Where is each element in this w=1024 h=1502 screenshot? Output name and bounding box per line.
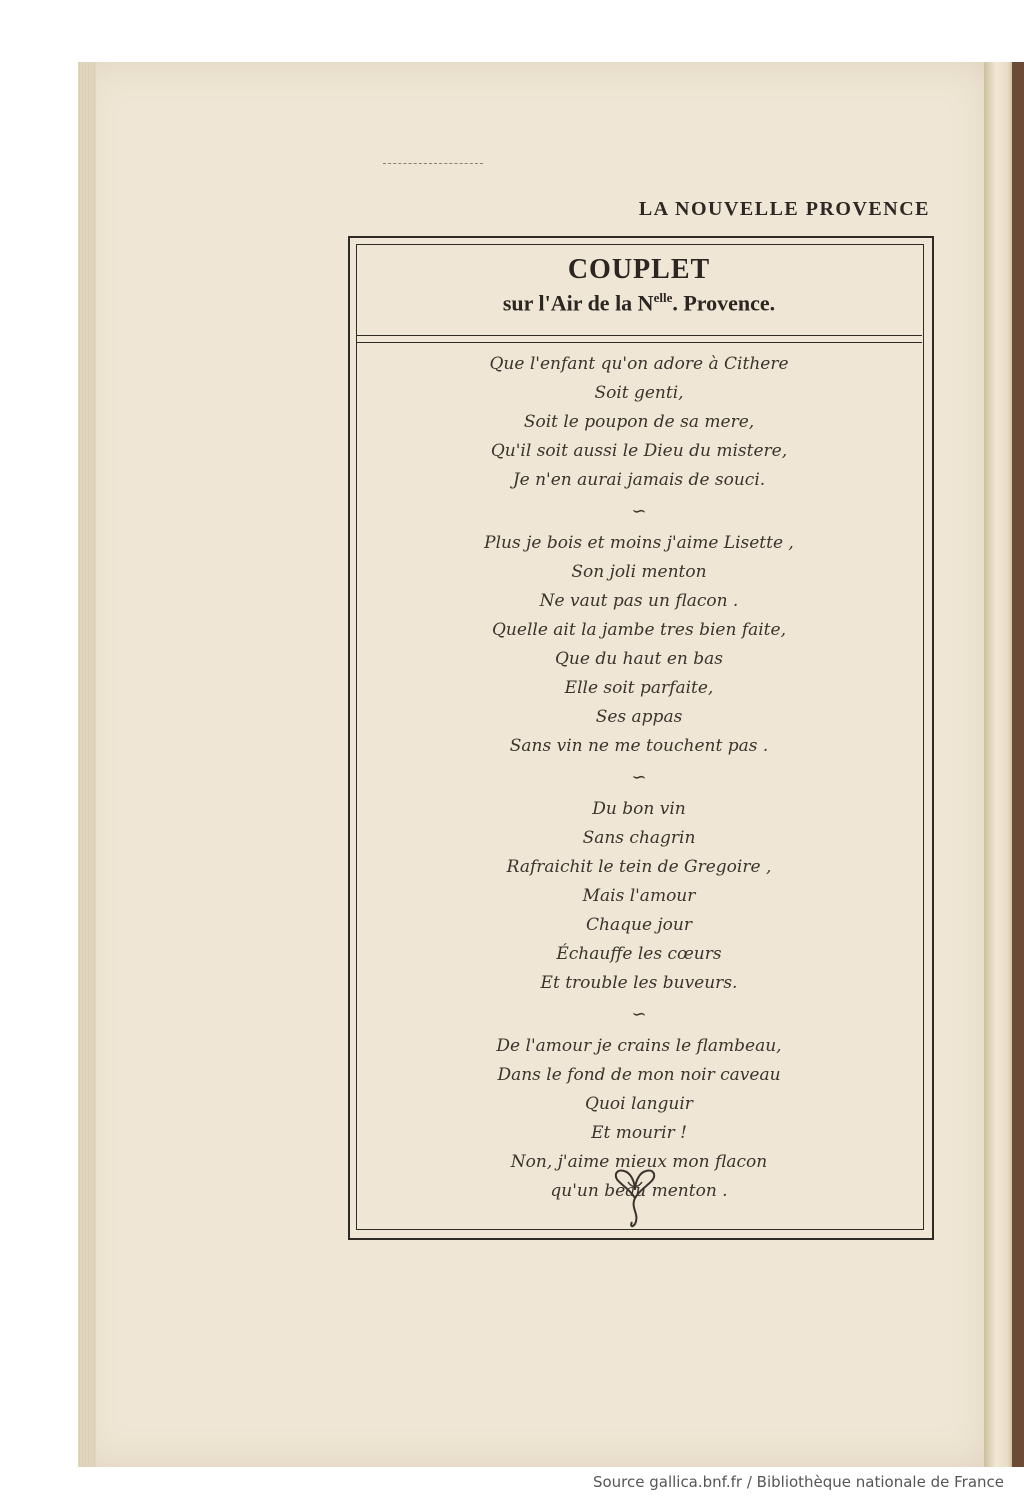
verse-line: Son joli menton xyxy=(571,562,707,582)
heart-ornament-icon xyxy=(610,1168,660,1230)
page-edges xyxy=(78,62,96,1467)
ornament-icon: ∽ xyxy=(631,767,647,788)
verse-line: Du bon vin xyxy=(592,799,686,819)
verse-line: Et trouble les buveurs. xyxy=(540,973,738,993)
verse-line: Échauffe les cœurs xyxy=(556,944,722,964)
source-credit: Source gallica.bnf.fr / Bibliothèque nationale de France xyxy=(592,1473,1004,1491)
ornament-icon: ∽ xyxy=(631,501,647,522)
verse-line: Qu'il soit aussi le Dieu du mistere, xyxy=(490,441,788,461)
page-subtitle xyxy=(356,290,922,316)
verse-line: De l'amour je crains le flambeau, xyxy=(496,1036,782,1056)
verse-line: Sans chagrin xyxy=(582,828,696,848)
verse-line: Que du haut en bas xyxy=(554,649,723,669)
subtitle-sup: elle xyxy=(653,290,673,305)
verse-line: Ses appas xyxy=(595,707,683,727)
verse-line: Mais l'amour xyxy=(582,886,696,906)
stanza-3 xyxy=(356,795,922,998)
verse-line: Chaque jour xyxy=(586,915,692,935)
top-dash-rule xyxy=(383,163,483,166)
subtitle-post: . Provence. xyxy=(672,290,776,316)
stanza-1 xyxy=(356,350,922,495)
page-title: COUPLET xyxy=(567,254,711,285)
verse-line: Ne vaut pas un flacon . xyxy=(539,591,739,611)
poem-text xyxy=(356,350,922,1206)
verse-line: Quelle ait la jambe tres bien faite, xyxy=(492,620,786,640)
title-divider xyxy=(356,335,922,343)
ornament-icon: ∽ xyxy=(631,1004,647,1025)
verse-line: Je n'en aurai jamais de souci. xyxy=(512,470,766,490)
verse-line: Non, j'aime mieux mon flacon xyxy=(510,1152,768,1172)
verse-line: Que l'enfant qu'on adore à Cithere xyxy=(489,354,789,374)
verse-line: qu'un beau menton . xyxy=(550,1181,728,1201)
subtitle-pre: sur l'Air de la N xyxy=(502,290,654,316)
verse-line: Et mourir ! xyxy=(591,1123,687,1143)
verse-line: Rafraichit le tein de Gregoire , xyxy=(506,857,772,877)
stanza-2 xyxy=(356,529,922,761)
verse-line: Plus je bois et moins j'aime Lisette , xyxy=(484,533,794,553)
book-binding xyxy=(1012,62,1024,1467)
running-head: LA NOUVELLE PROVENCE xyxy=(638,198,930,220)
verse-line: Sans vin ne me touchent pas . xyxy=(509,736,769,756)
verse-line: Dans le fond de mon noir caveau xyxy=(497,1065,781,1085)
verse-line: Soit genti, xyxy=(594,383,684,403)
verse-line: Elle soit parfaite, xyxy=(564,678,714,698)
verse-line: Quoi languir xyxy=(585,1094,693,1114)
verse-line: Soit le poupon de sa mere, xyxy=(523,412,755,432)
